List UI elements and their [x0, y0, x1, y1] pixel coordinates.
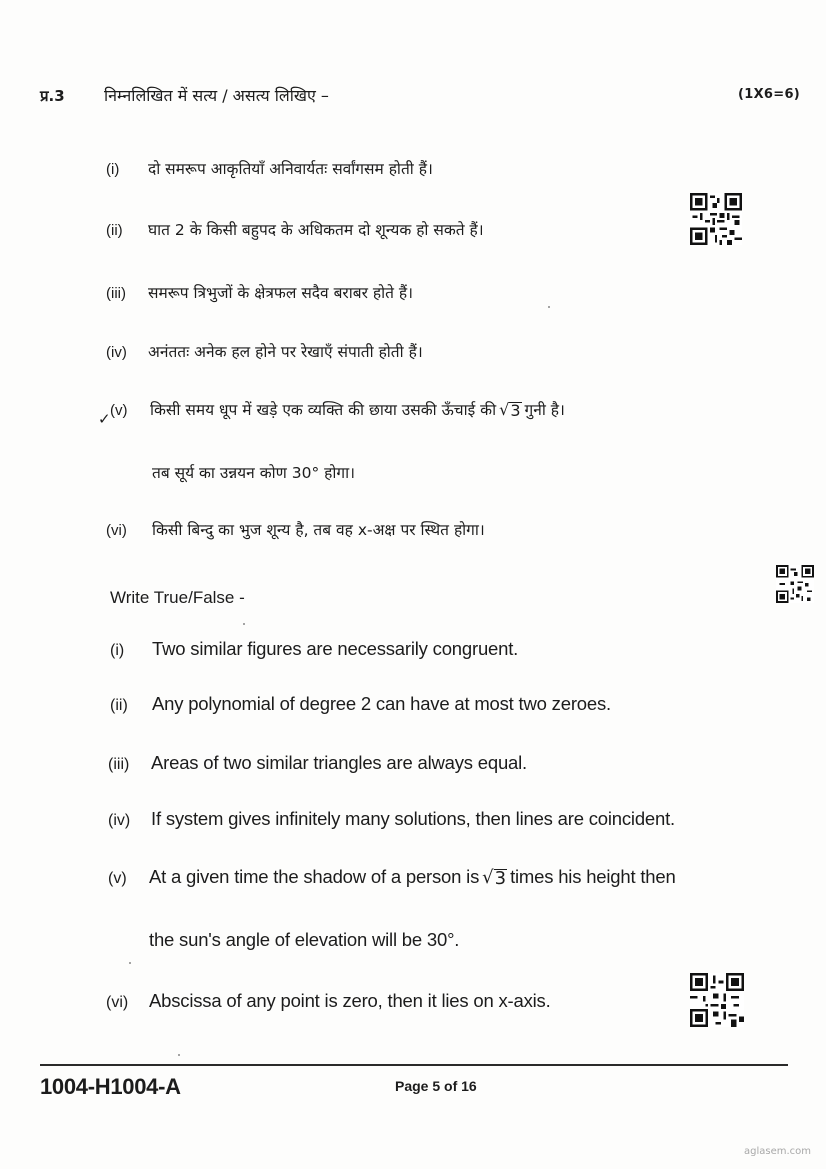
item-text: Areas of two similar triangles are always equal. — [151, 752, 527, 773]
qr-code-graphic — [776, 565, 814, 603]
english-item — [110, 693, 611, 715]
item-number: (i) — [106, 161, 120, 178]
item-number: (i) — [110, 642, 125, 659]
item-text: Two similar figures are necessarily congruent. — [152, 638, 519, 659]
item-text: Abscissa of any point is zero, then it lies on x-axis. — [149, 990, 551, 1011]
sqrt-symbol: √ — [482, 867, 494, 888]
question-marks: (1X6=6) — [738, 87, 801, 102]
paper-code: 1004-H1004-A — [40, 1074, 181, 1099]
sqrt-expression — [499, 400, 521, 419]
question-title: निम्नलिखित में सत्य / असत्य लिखिए – — [104, 86, 329, 105]
english-item — [108, 752, 527, 774]
check-mark-icon: ✓ — [98, 410, 111, 428]
hindi-item — [106, 218, 484, 240]
english-item — [108, 866, 676, 888]
item-number: (ii) — [106, 222, 123, 239]
item-text: If system gives infinitely many solutions, then lines are coincident. — [151, 808, 675, 829]
hindi-item — [106, 157, 433, 179]
hindi-item — [106, 518, 485, 540]
item-number: (iii) — [108, 756, 130, 773]
hindi-item — [106, 281, 413, 303]
qr-code-icon — [776, 565, 814, 603]
english-item — [106, 990, 551, 1012]
footer-divider — [40, 1064, 788, 1066]
english-item — [110, 638, 518, 660]
sqrt-argument: 3 — [494, 868, 507, 889]
item-continuation: the sun's angle of elevation will be 30°. — [149, 929, 460, 950]
english-heading: Write True/False - — [110, 588, 245, 607]
qr-code-icon — [690, 973, 744, 1027]
item-text: दो समरूप आकृतियाँ अनिवार्यतः सर्वांगसम होती हैं। — [148, 160, 433, 178]
qr-code-graphic — [690, 973, 744, 1027]
item-text: Any polynomial of degree 2 can have at most two zeroes. — [152, 693, 611, 714]
english-item — [108, 808, 675, 830]
item-number: (iv) — [106, 344, 127, 361]
item-number: (ii) — [110, 697, 128, 714]
scan-speck — [548, 306, 550, 308]
hindi-item — [110, 398, 565, 420]
item-text: किसी समय धूप में खड़े एक व्यक्ति की छाया उसकी ऊँचाई की — [150, 401, 497, 419]
item-text: किसी बिन्दु का भुज शून्य है, तब वह x-अक्ष पर स्थित होगा। — [152, 521, 485, 539]
sqrt-expression — [482, 867, 507, 888]
sqrt-argument: 3 — [510, 401, 521, 420]
scan-speck — [129, 962, 131, 964]
item-number: (vi) — [106, 994, 129, 1011]
item-number: (iii) — [106, 285, 126, 302]
item-number: (vi) — [106, 522, 127, 539]
page-number: Page 5 of 16 — [395, 1078, 477, 1094]
scan-speck — [243, 623, 245, 625]
item-text-continued: गुनी है। — [524, 401, 565, 419]
scan-speck — [178, 1054, 180, 1056]
item-text: समरूप त्रिभुजों के क्षेत्रफल सदैव बराबर होते हैं। — [148, 284, 414, 302]
watermark: aglasem.com — [744, 1146, 812, 1157]
item-continuation: तब सूर्य का उन्नयन कोण 30° होगा। — [152, 464, 356, 482]
qr-code-graphic — [690, 193, 742, 245]
item-number: (iv) — [108, 812, 131, 829]
item-text: At a given time the shadow of a person is — [149, 866, 480, 887]
item-number: (v) — [108, 870, 127, 887]
item-text: घात 2 के किसी बहुपद के अधिकतम दो शून्यक हो सकते हैं। — [148, 221, 484, 239]
question-number: प्र.3 — [40, 87, 65, 105]
qr-code-icon — [690, 193, 742, 245]
item-number: (v) — [110, 402, 128, 419]
hindi-item — [106, 340, 423, 362]
sqrt-symbol: √ — [499, 400, 510, 419]
item-text-continued: times his height then — [510, 866, 676, 887]
item-text: अनंततः अनेक हल होने पर रेखाएँ संपाती होती हैं। — [148, 343, 423, 361]
